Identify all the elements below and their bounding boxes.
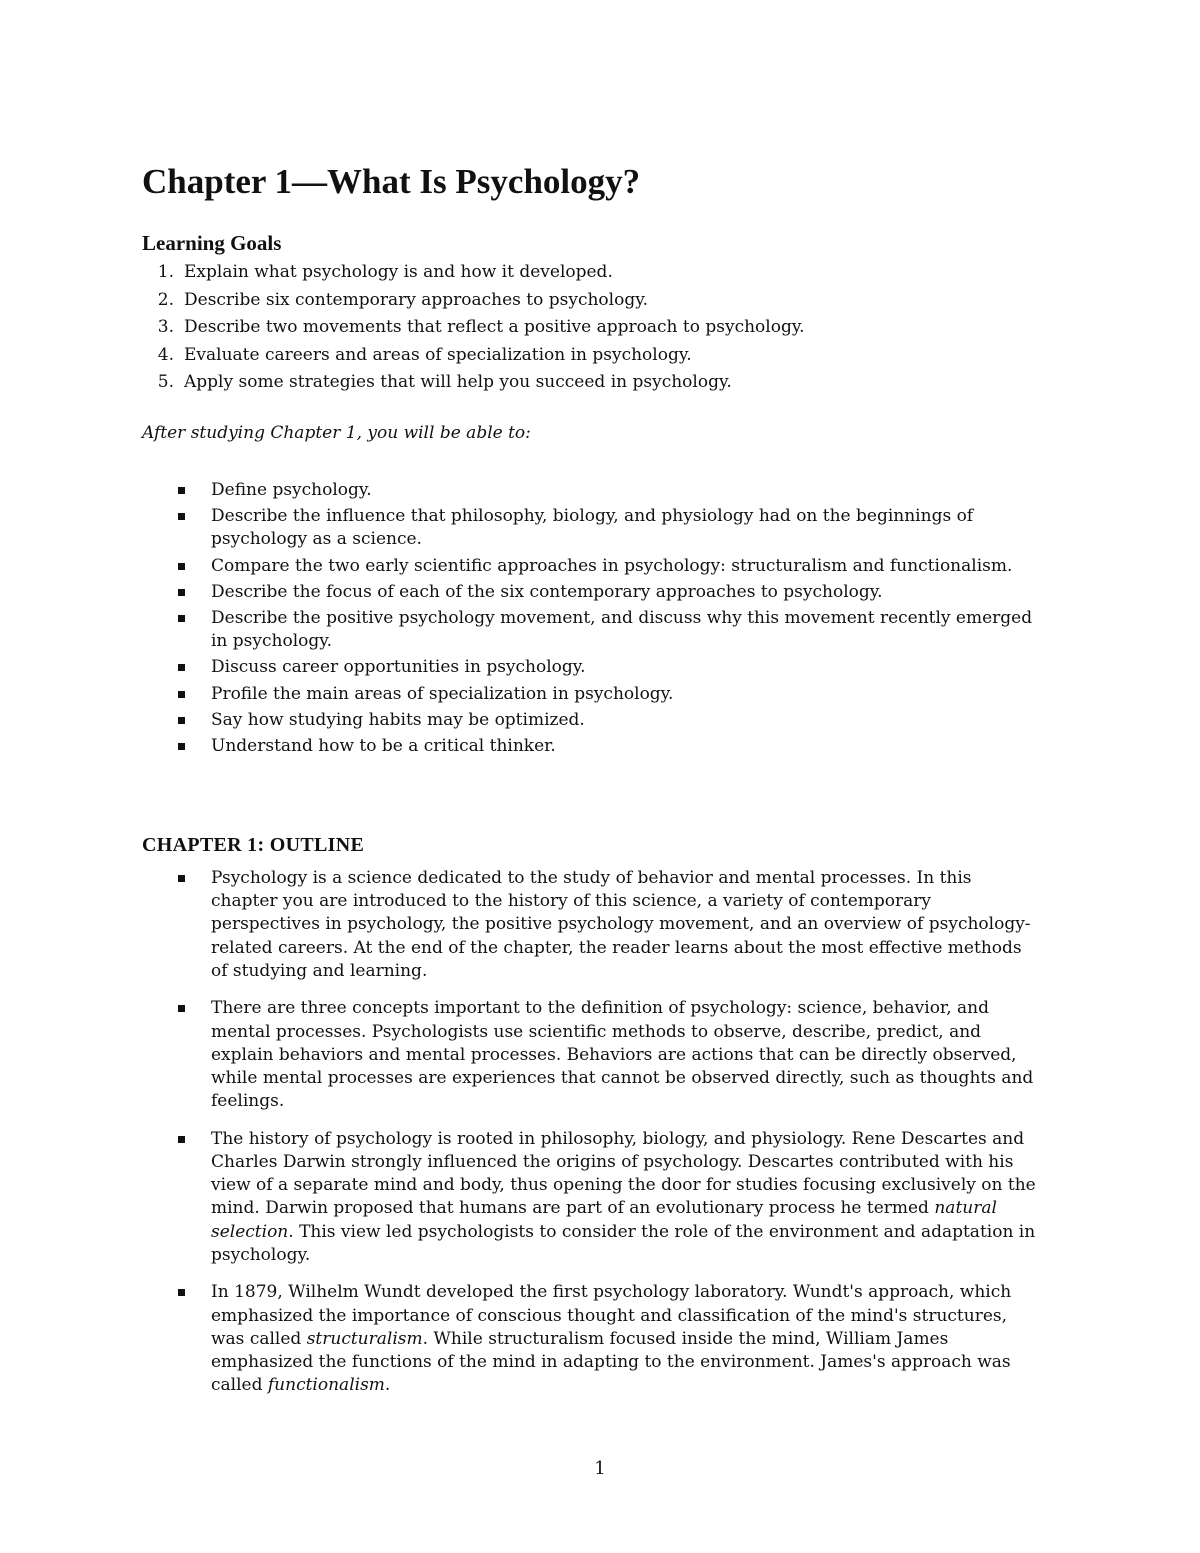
outline-list bbox=[142, 867, 1042, 1412]
objective-text: Describe the influence that philosophy, biology, and physiology had on the beginnings of psychology as a science. bbox=[211, 506, 974, 550]
learning-goal-text: Describe two movements that reflect a positive approach to psychology. bbox=[184, 317, 805, 337]
objective-text: Understand how to be a critical thinker. bbox=[211, 736, 556, 757]
learning-goal-number: 3. bbox=[157, 317, 174, 337]
objective-item bbox=[142, 735, 1042, 758]
objective-item bbox=[142, 505, 1042, 551]
objective-text: Say how studying habits may be optimized. bbox=[211, 710, 585, 731]
objective-item bbox=[142, 683, 1042, 706]
learning-goals-list bbox=[142, 259, 805, 397]
learning-goal-number: 2. bbox=[157, 289, 174, 310]
learning-goal-text: Explain what psychology is and how it developed. bbox=[184, 262, 613, 282]
learning-goal-number: 5. bbox=[157, 372, 174, 392]
objective-text: Define psychology. bbox=[211, 480, 372, 500]
chapter-title: Chapter 1—What Is Psychology? bbox=[142, 162, 641, 201]
page-number: 1 bbox=[594, 1458, 606, 1479]
square-bullet-icon bbox=[178, 1136, 185, 1143]
learning-goal-item bbox=[142, 287, 805, 315]
outline-text: Psychology is a science dedicated to the study of behavior and mental processes. In this chapter you are introduced to the history of this science, a variety of contemporary perspectives in psychology, the positive psychology movement, and an overview of psychology-related careers. At the end of the chapter, the reader learns about the most effective methods of studying and learning. bbox=[211, 868, 1031, 981]
square-bullet-icon bbox=[178, 717, 185, 724]
objective-item bbox=[142, 479, 1042, 502]
term-structuralism: structuralism bbox=[306, 1328, 423, 1349]
outline-text: . This view led psychologists to consider the role of the environment and adaptation in psychology. bbox=[211, 1221, 1036, 1265]
objective-item bbox=[142, 607, 1042, 653]
term-functionalism: functionalism bbox=[267, 1375, 385, 1396]
square-bullet-icon bbox=[178, 743, 185, 750]
learning-goal-text: Evaluate careers and areas of specialization in psychology. bbox=[184, 344, 692, 365]
square-bullet-icon bbox=[178, 691, 185, 698]
square-bullet-icon bbox=[178, 513, 185, 520]
learning-goal-number: 1. bbox=[157, 262, 174, 282]
square-bullet-icon bbox=[178, 1005, 185, 1012]
outline-item bbox=[142, 997, 1042, 1113]
objective-text: Describe the focus of each of the six contemporary approaches to psychology. bbox=[211, 581, 883, 602]
outline-item bbox=[142, 867, 1042, 983]
after-studying-intro: After studying Chapter 1, you will be able to: bbox=[142, 423, 531, 443]
square-bullet-icon bbox=[178, 589, 185, 596]
objective-item bbox=[142, 555, 1042, 578]
outline-item bbox=[142, 1128, 1042, 1267]
outline-text: In 1879, Wilhelm Wundt developed the first psychology laboratory. Wundt's approach, which emphasized the importance of conscious thought and classification of the mind's structures, was called bbox=[211, 1282, 1012, 1349]
learning-goal-item bbox=[142, 314, 805, 342]
square-bullet-icon bbox=[178, 487, 185, 494]
objective-text: Discuss career opportunities in psychology. bbox=[211, 657, 586, 678]
outline-heading: CHAPTER 1: OUTLINE bbox=[142, 834, 365, 856]
square-bullet-icon bbox=[178, 875, 185, 882]
objective-item bbox=[142, 581, 1042, 604]
objective-text: Describe the positive psychology movement, and discuss why this movement recently emerged in psychology. bbox=[211, 608, 1033, 652]
objective-text: Profile the main areas of specialization in psychology. bbox=[211, 683, 674, 704]
objective-item bbox=[142, 709, 1042, 732]
outline-text: The history of psychology is rooted in philosophy, biology, and physiology. Rene Descartes and Charles Darwin strongly influenced the origins of psychology. Descartes contributed with his view of a separate mind and body, thus opening the door for studies focusing exclusively on the mind. Darwin proposed that humans are part of an evolutionary process he termed bbox=[211, 1128, 1036, 1219]
objective-text: Compare the two early scientific approaches in psychology: structuralism and functionalism. bbox=[211, 555, 1013, 576]
objectives-list bbox=[142, 479, 1042, 762]
learning-goal-item bbox=[142, 369, 805, 397]
learning-goal-text: Apply some strategies that will help you succeed in psychology. bbox=[184, 372, 732, 392]
square-bullet-icon bbox=[178, 563, 185, 570]
learning-goal-number: 4. bbox=[157, 344, 174, 365]
square-bullet-icon bbox=[178, 615, 185, 622]
term-natural-selection: natural selection bbox=[211, 1198, 997, 1242]
outline-text: . bbox=[384, 1375, 391, 1396]
square-bullet-icon bbox=[178, 664, 185, 671]
outline-text: . While structuralism focused inside the mind, William James emphasized the functions of the mind in adapting to the environment. James's approach was called bbox=[211, 1328, 1011, 1396]
outline-text: There are three concepts important to the definition of psychology: science, behavior, and mental processes. Psychologists use scientific methods to observe, describe, predict, and explain behaviors and mental processes. Behaviors are actions that can be directly observed, while mental processes are experiences that cannot be observed directly, such as thoughts and feelings. bbox=[211, 998, 1034, 1112]
learning-goal-item bbox=[142, 342, 805, 370]
square-bullet-icon bbox=[178, 1289, 185, 1296]
learning-goals-heading: Learning Goals bbox=[142, 231, 282, 255]
objective-item bbox=[142, 656, 1042, 679]
learning-goal-text: Describe six contemporary approaches to psychology. bbox=[184, 289, 648, 310]
outline-item bbox=[142, 1281, 1042, 1397]
learning-goal-item bbox=[142, 259, 805, 287]
